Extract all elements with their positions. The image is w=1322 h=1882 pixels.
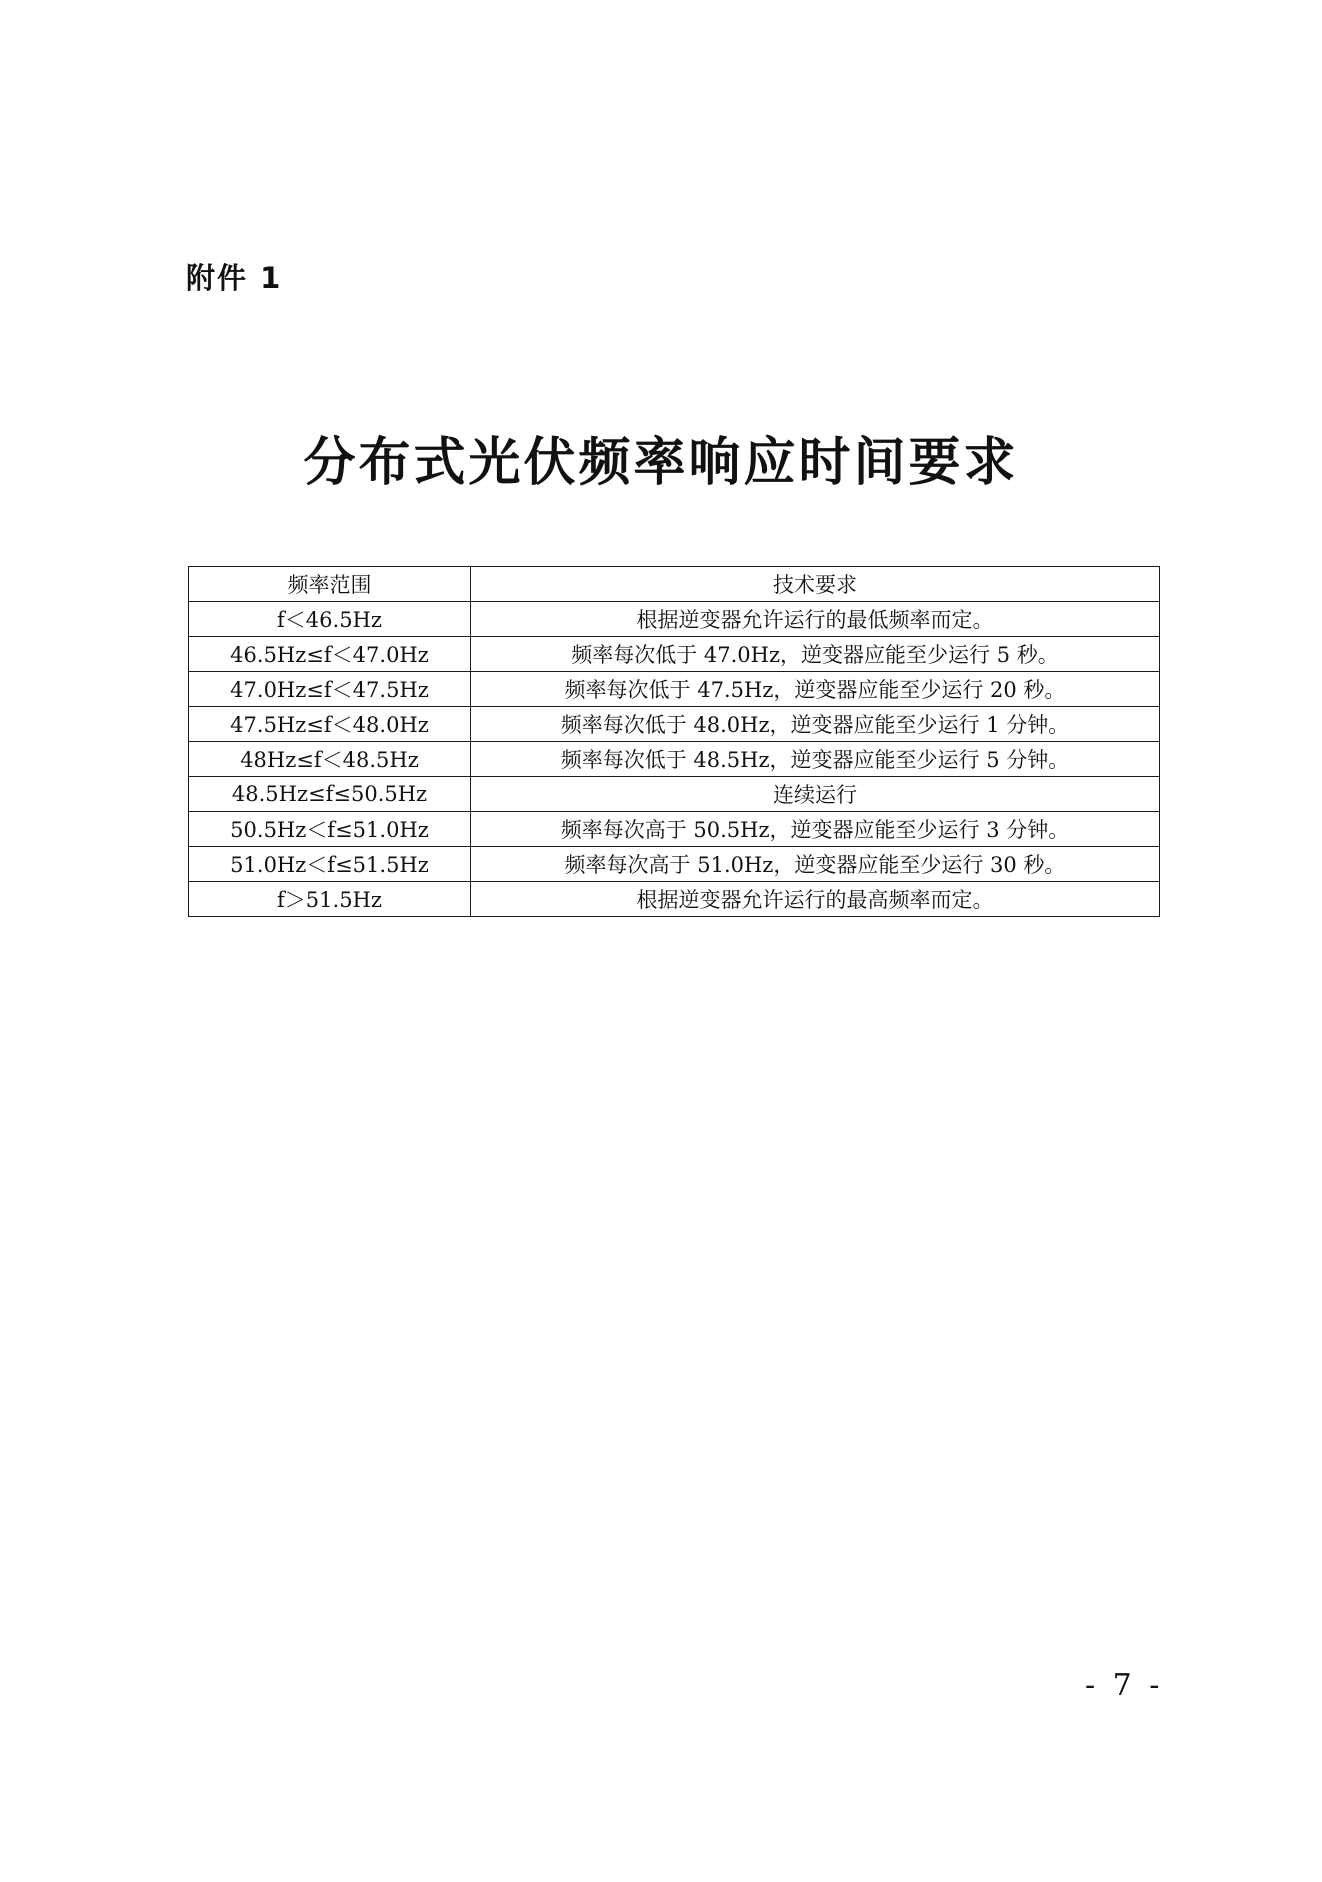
frequency-range-cell: 48.5Hz≤f≤50.5Hz (189, 777, 471, 812)
table-row (189, 847, 1160, 882)
requirement-cell: 频率每次低于 47.5Hz，逆变器应能至少运行 20 秒。 (471, 672, 1160, 707)
frequency-range-cell: 48Hz≤f＜48.5Hz (189, 742, 471, 777)
page-number: - 7 - (1085, 1668, 1164, 1703)
frequency-range-cell: 47.0Hz≤f＜47.5Hz (189, 672, 471, 707)
frequency-range-cell: 47.5Hz≤f＜48.0Hz (189, 707, 471, 742)
attachment-label: 附件 1 (186, 261, 283, 295)
requirement-cell: 根据逆变器允许运行的最高频率而定。 (471, 882, 1160, 917)
header-technical-requirement: 技术要求 (471, 567, 1160, 602)
requirement-cell: 频率每次低于 47.0Hz，逆变器应能至少运行 5 秒。 (471, 637, 1160, 672)
table-header-row (189, 567, 1160, 602)
requirement-cell: 根据逆变器允许运行的最低频率而定。 (471, 602, 1160, 637)
frequency-range-cell: f＜46.5Hz (189, 602, 471, 637)
requirement-cell: 频率每次低于 48.5Hz，逆变器应能至少运行 5 分钟。 (471, 742, 1160, 777)
frequency-range-cell: 46.5Hz≤f＜47.0Hz (189, 637, 471, 672)
requirement-cell: 频率每次高于 50.5Hz，逆变器应能至少运行 3 分钟。 (471, 812, 1160, 847)
table-row (189, 602, 1160, 637)
frequency-range-cell: 51.0Hz＜f≤51.5Hz (189, 847, 471, 882)
table-row (189, 882, 1160, 917)
table-row (189, 707, 1160, 742)
frequency-range-cell: 50.5Hz＜f≤51.0Hz (189, 812, 471, 847)
header-frequency-range: 频率范围 (189, 567, 471, 602)
table-row (189, 637, 1160, 672)
table-row (189, 777, 1160, 812)
table-row (189, 672, 1160, 707)
table-row (189, 742, 1160, 777)
frequency-range-cell: f＞51.5Hz (189, 882, 471, 917)
table-row (189, 812, 1160, 847)
requirement-cell: 频率每次低于 48.0Hz，逆变器应能至少运行 1 分钟。 (471, 707, 1160, 742)
requirement-cell: 连续运行 (471, 777, 1160, 812)
requirement-cell: 频率每次高于 51.0Hz，逆变器应能至少运行 30 秒。 (471, 847, 1160, 882)
frequency-requirements-table (188, 566, 1160, 917)
page-title: 分布式光伏频率响应时间要求 (303, 432, 1019, 493)
